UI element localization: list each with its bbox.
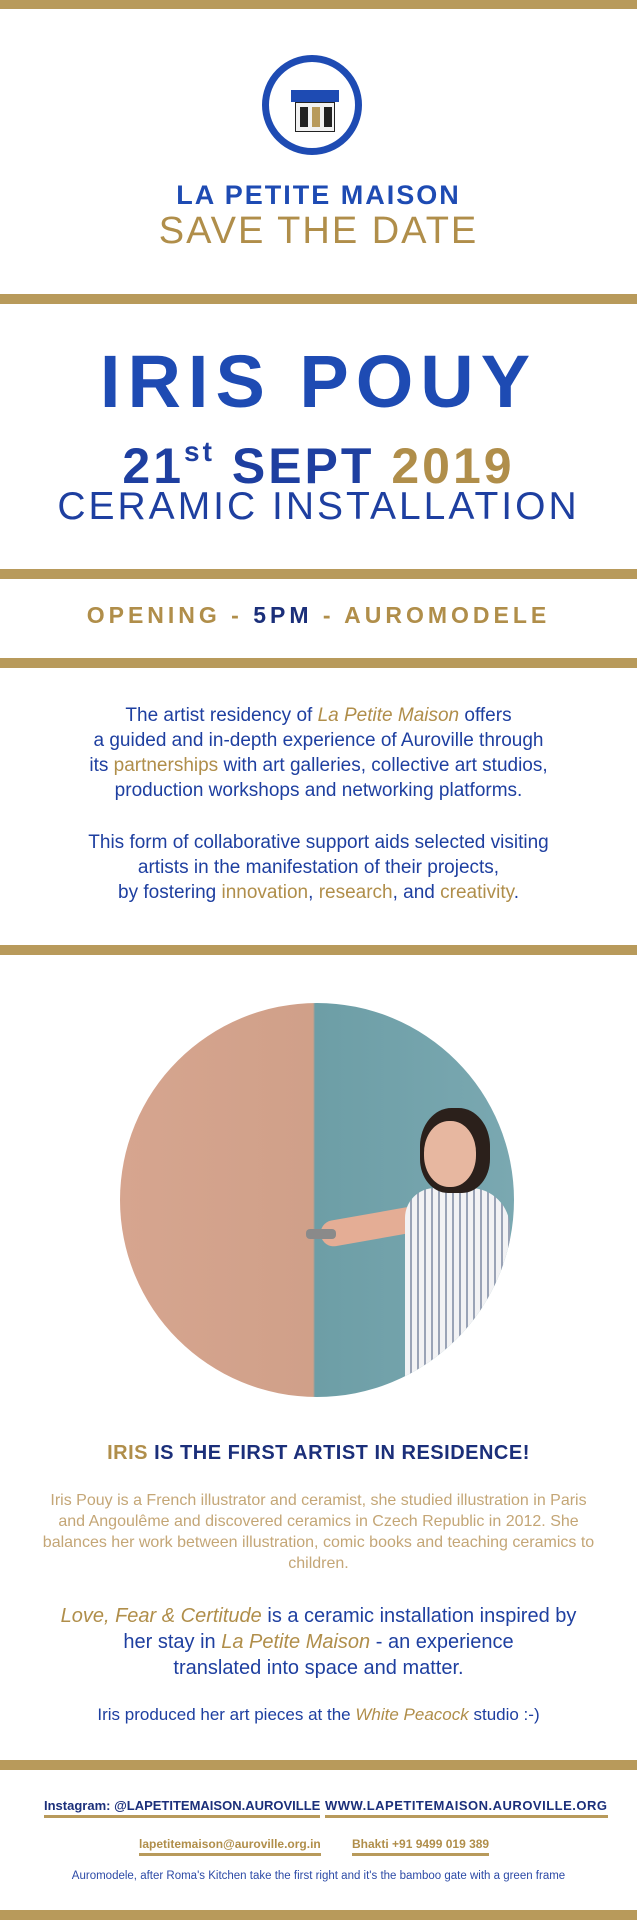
logo-window — [324, 107, 332, 127]
highlight-research: research — [318, 882, 393, 903]
event-type: CERAMIC INSTALLATION — [57, 485, 580, 528]
directions: Auromodele, after Roma's Kitchen take the first right and it's the bamboo gate with a green frame — [71, 1870, 566, 1882]
date-year: 2019 — [391, 438, 515, 494]
bottom-border — [0, 1910, 637, 1920]
text: . — [513, 882, 519, 903]
headline-text: IS THE FIRST ARTIST IN RESIDENCE! — [148, 1442, 530, 1464]
text: The artist residency of — [125, 705, 318, 726]
highlight-innovation: innovation — [221, 882, 309, 903]
website-link[interactable]: WWW.LAPETITEMAISON.AUROVILLE.ORG — [325, 1798, 608, 1818]
date-month: SEPT — [231, 438, 375, 494]
about-paragraph-1 — [0, 703, 637, 803]
opening-separator: - — [220, 602, 254, 628]
divider — [0, 658, 637, 668]
work-title: Love, Fear & Certitude — [60, 1605, 262, 1627]
artist-photo — [120, 1003, 514, 1397]
instagram-link[interactable]: Instagram: @LAPETITEMAISON.AUROVILLE — [44, 1798, 320, 1818]
work-description — [0, 1603, 637, 1681]
text: , — [308, 882, 319, 903]
divider — [0, 294, 637, 304]
logo-window — [312, 107, 320, 127]
divider — [0, 569, 637, 579]
residency-name: La Petite Maison — [221, 1631, 371, 1653]
text: artists in the manifestation of their projects, — [137, 857, 500, 878]
text: production workshops and networking platforms. — [114, 780, 523, 801]
artist-first-name: IRIS — [107, 1442, 149, 1464]
text: is a ceramic installation inspired by — [261, 1605, 577, 1627]
text: studio :-) — [468, 1705, 540, 1724]
house-logo-icon — [262, 55, 362, 155]
photo-body — [405, 1188, 510, 1397]
artist-bio: Iris Pouy is a French illustrator and ceramist, she studied illustration in Paris and Angoulême and discovered ceramics in Czech Republic in 2012. She balances her work between illustration, comic books and teaching ceramics to children. — [42, 1492, 595, 1572]
text: a guided and in-depth experience of Auroville through — [93, 730, 544, 751]
highlight-creativity: creativity — [440, 882, 514, 903]
date-day-suffix: st — [184, 436, 215, 467]
photo-face — [424, 1121, 476, 1187]
text: with art galleries, collective art studios, — [218, 755, 548, 776]
email-link[interactable]: lapetitemaison@auroville.org.in — [139, 1837, 321, 1856]
highlight-partnerships: partnerships — [113, 755, 219, 776]
divider — [0, 1760, 637, 1770]
opening-separator: - — [312, 602, 345, 628]
phone-link[interactable]: Bhakti +91 9499 019 389 — [352, 1837, 489, 1856]
logo-house — [295, 102, 335, 132]
date-day: 21 — [122, 438, 185, 494]
text: - an experience — [370, 1631, 514, 1653]
brand-name: LA PETITE MAISON — [176, 180, 461, 210]
text: offers — [459, 705, 512, 726]
text: This form of collaborative support aids selected visiting — [88, 832, 549, 853]
studio-note — [0, 1705, 637, 1725]
save-the-date: SAVE THE DATE — [158, 210, 479, 252]
divider — [0, 945, 637, 955]
door-handle — [306, 1229, 336, 1239]
opening-info — [0, 600, 637, 630]
logo-window — [300, 107, 308, 127]
residency-headline — [0, 1442, 637, 1465]
text: Iris produced her art pieces at the — [97, 1705, 356, 1724]
opening-venue: AUROMODELE — [344, 602, 551, 628]
opening-time: 5PM — [253, 602, 313, 628]
text: translated into space and matter. — [173, 1657, 464, 1679]
residency-name: La Petite Maison — [317, 705, 460, 726]
text: by fostering — [118, 882, 222, 903]
text: its — [89, 755, 114, 776]
about-paragraph-2 — [0, 830, 637, 905]
text: her stay in — [123, 1631, 222, 1653]
opening-label: OPENING — [86, 602, 221, 628]
text: , and — [392, 882, 441, 903]
artist-name: IRIS POUY — [99, 340, 538, 423]
studio-name: White Peacock — [355, 1705, 469, 1724]
top-border — [0, 0, 637, 9]
logo-roof — [291, 90, 339, 102]
